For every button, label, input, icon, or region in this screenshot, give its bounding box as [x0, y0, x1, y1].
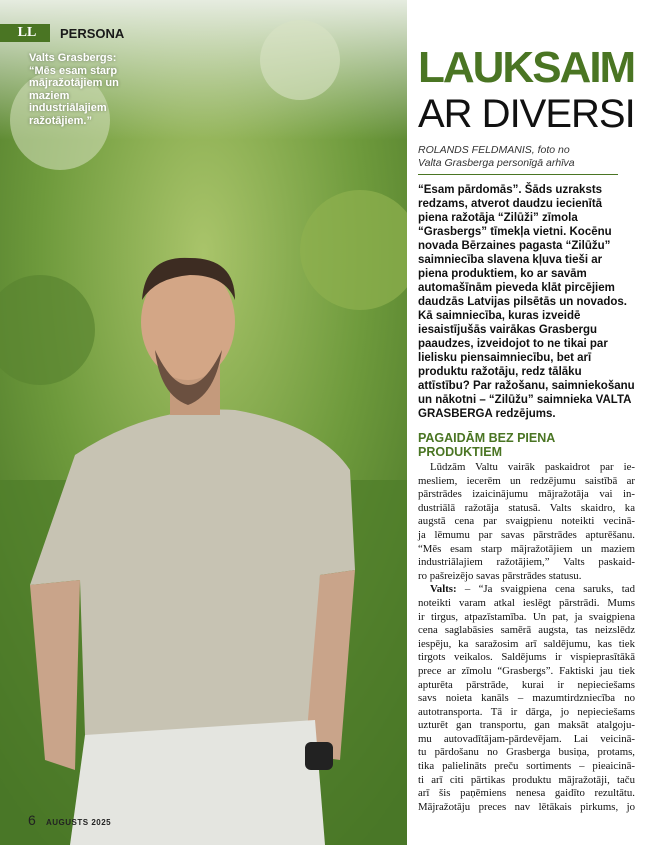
lead-line: piena ražotāja “Zilūži” zīmola: [418, 212, 578, 224]
body-line: tirgots veikalos. Saldējums ir vispieprasītākā: [418, 651, 635, 664]
body-line: cena saglabāsies samērā augsta, tas neizslēdz: [418, 624, 635, 637]
body-line: apturēta pārstrāde, kurai ir nepieciešams: [418, 678, 635, 691]
magazine-logo-tag: LL: [0, 24, 50, 42]
lead-line: pircējiem daudzās Latvijas pilsētās: [418, 282, 615, 308]
body-line: autotransporta. Tā ir dārga, jo nepieciešams: [418, 705, 635, 718]
photo-credit-source: Valta Grasberga personīgā arhīva: [418, 157, 575, 169]
body-line: ja lēmumu par savas pārstrādes apturēšanu.: [418, 528, 635, 541]
body-line: mesliem, iecerēm un redzējumu saistībā ar: [418, 474, 635, 487]
lead-line: “Zilūžu” saimniecība slavena kļuva: [418, 240, 611, 266]
lead-line: redzams, atverot daudzu iecienītā: [418, 198, 603, 210]
body-line: dustriālā ražotāja statusā. Valts skaidro, ka: [418, 501, 635, 514]
lead-line: “Esam pārdomās”. Šāds uzraksts: [418, 184, 603, 196]
lead-line: vairākas Grasbergu paaudzes,: [418, 324, 598, 350]
body-line-text: – “Ja svaigpiena cena saruks, tad: [464, 583, 635, 596]
body-line: augstā cena par svaigpienu noteikti vecinā-: [418, 515, 635, 528]
lead-line: Kocēnu novada Bērzaines pagasta: [418, 226, 612, 252]
section-label: PERSONA: [60, 26, 125, 41]
photo-caption-quote: Valts Grasbergs: “Mēs esam starp mājražotājiem un maziem industriālajiem ražotājiem.”: [29, 52, 119, 127]
lead-line: un novados. Kā saimniecība,: [418, 296, 627, 322]
body-line: uzturēt gan transportu, gan maksāt atalgoju-: [418, 719, 635, 732]
page-number: 6: [28, 812, 36, 828]
lead-line: savām automašīnām pieveda klāt: [418, 268, 587, 294]
headline-line-2: AR DIVERSI: [418, 92, 635, 136]
byline: [418, 144, 618, 175]
body-line: Lūdzām Valtu vairāk paskaidrot par ie-: [430, 461, 635, 473]
body-line: mu autovadītājam-pārdevējam. Lai veicinā-: [418, 732, 635, 745]
body-line: pārstrādes izaicinājumu mājražotāja vai in-: [418, 488, 635, 501]
lead-line: izveidojot to ne tikai par lielisku: [418, 338, 608, 364]
body-line: [418, 583, 635, 597]
body-line: Mājražotāju preces nav lētākais pirkums, jo: [418, 800, 635, 813]
body-line: tu pārdošanu no Grasberga busiņa, protams,: [418, 746, 635, 759]
body-line: noteikti varam atkal ieslēgt pārstrādi. Mums: [418, 596, 635, 609]
lead-paragraph: [418, 183, 635, 421]
body-line: “Mēs esam starp mājražotājiem un maziem: [418, 542, 635, 555]
article-column: [418, 44, 635, 814]
lead-line: un nākotni – “Zilūžu” saimnieka: [418, 394, 593, 406]
issue-date: AUGUSTS 2025: [46, 818, 112, 827]
lead-line: VALTA GRASBERGA redzējums.: [418, 394, 631, 420]
headline-line-1: LAUKSAIM: [418, 43, 635, 92]
subheading: PAGAIDĀM BEZ PIENA PRODUKTIEM: [418, 431, 555, 459]
article-body: [418, 461, 635, 814]
lead-line: kuras izveidē iesaistījušās: [418, 310, 581, 336]
author: ROLANDS FELDMANIS,: [418, 144, 535, 156]
body-line: industriālajiem ražotājiem,” Valts paskaid-: [418, 556, 635, 569]
lead-line: Par ražošanu, saimniekošanu: [472, 380, 635, 392]
body-line: ti arī citi pārtikas produktu mājražotāji, taču: [418, 773, 635, 786]
photo-credit: foto no: [534, 144, 570, 156]
body-line: arī šis paņēmiens nenesa gaidīto rezultātu.: [418, 787, 635, 800]
body-line: savs noieta kanāls – mazumtirdzniecība no: [418, 692, 635, 705]
speaker-label: Valts:: [430, 583, 457, 596]
lead-line: ražotāju, redz tālāku attīstību?: [418, 366, 582, 392]
lead-line: tieši ar piena produktiem, ko ar: [418, 254, 603, 280]
lead-line: “Grasbergs” tīmekļa vietni.: [418, 226, 567, 238]
body-line: ir tirgus, atpazīstamība. Un pat, ja svaigpiena: [418, 610, 635, 623]
body-line: ro pašreizējo savas pārstrādes statusu.: [418, 569, 582, 582]
body-line: tika palielināts preču sortiments – pieaicinā-: [418, 760, 635, 773]
body-line: prece ar zīmolu “Grasbergs”. Faktiski jau tiek: [418, 664, 635, 677]
body-line: iespēju, ka saražosim arī saldējumu, kas tiek: [418, 637, 635, 650]
lead-line: piensaimniecību, bet arī produktu: [418, 352, 592, 378]
